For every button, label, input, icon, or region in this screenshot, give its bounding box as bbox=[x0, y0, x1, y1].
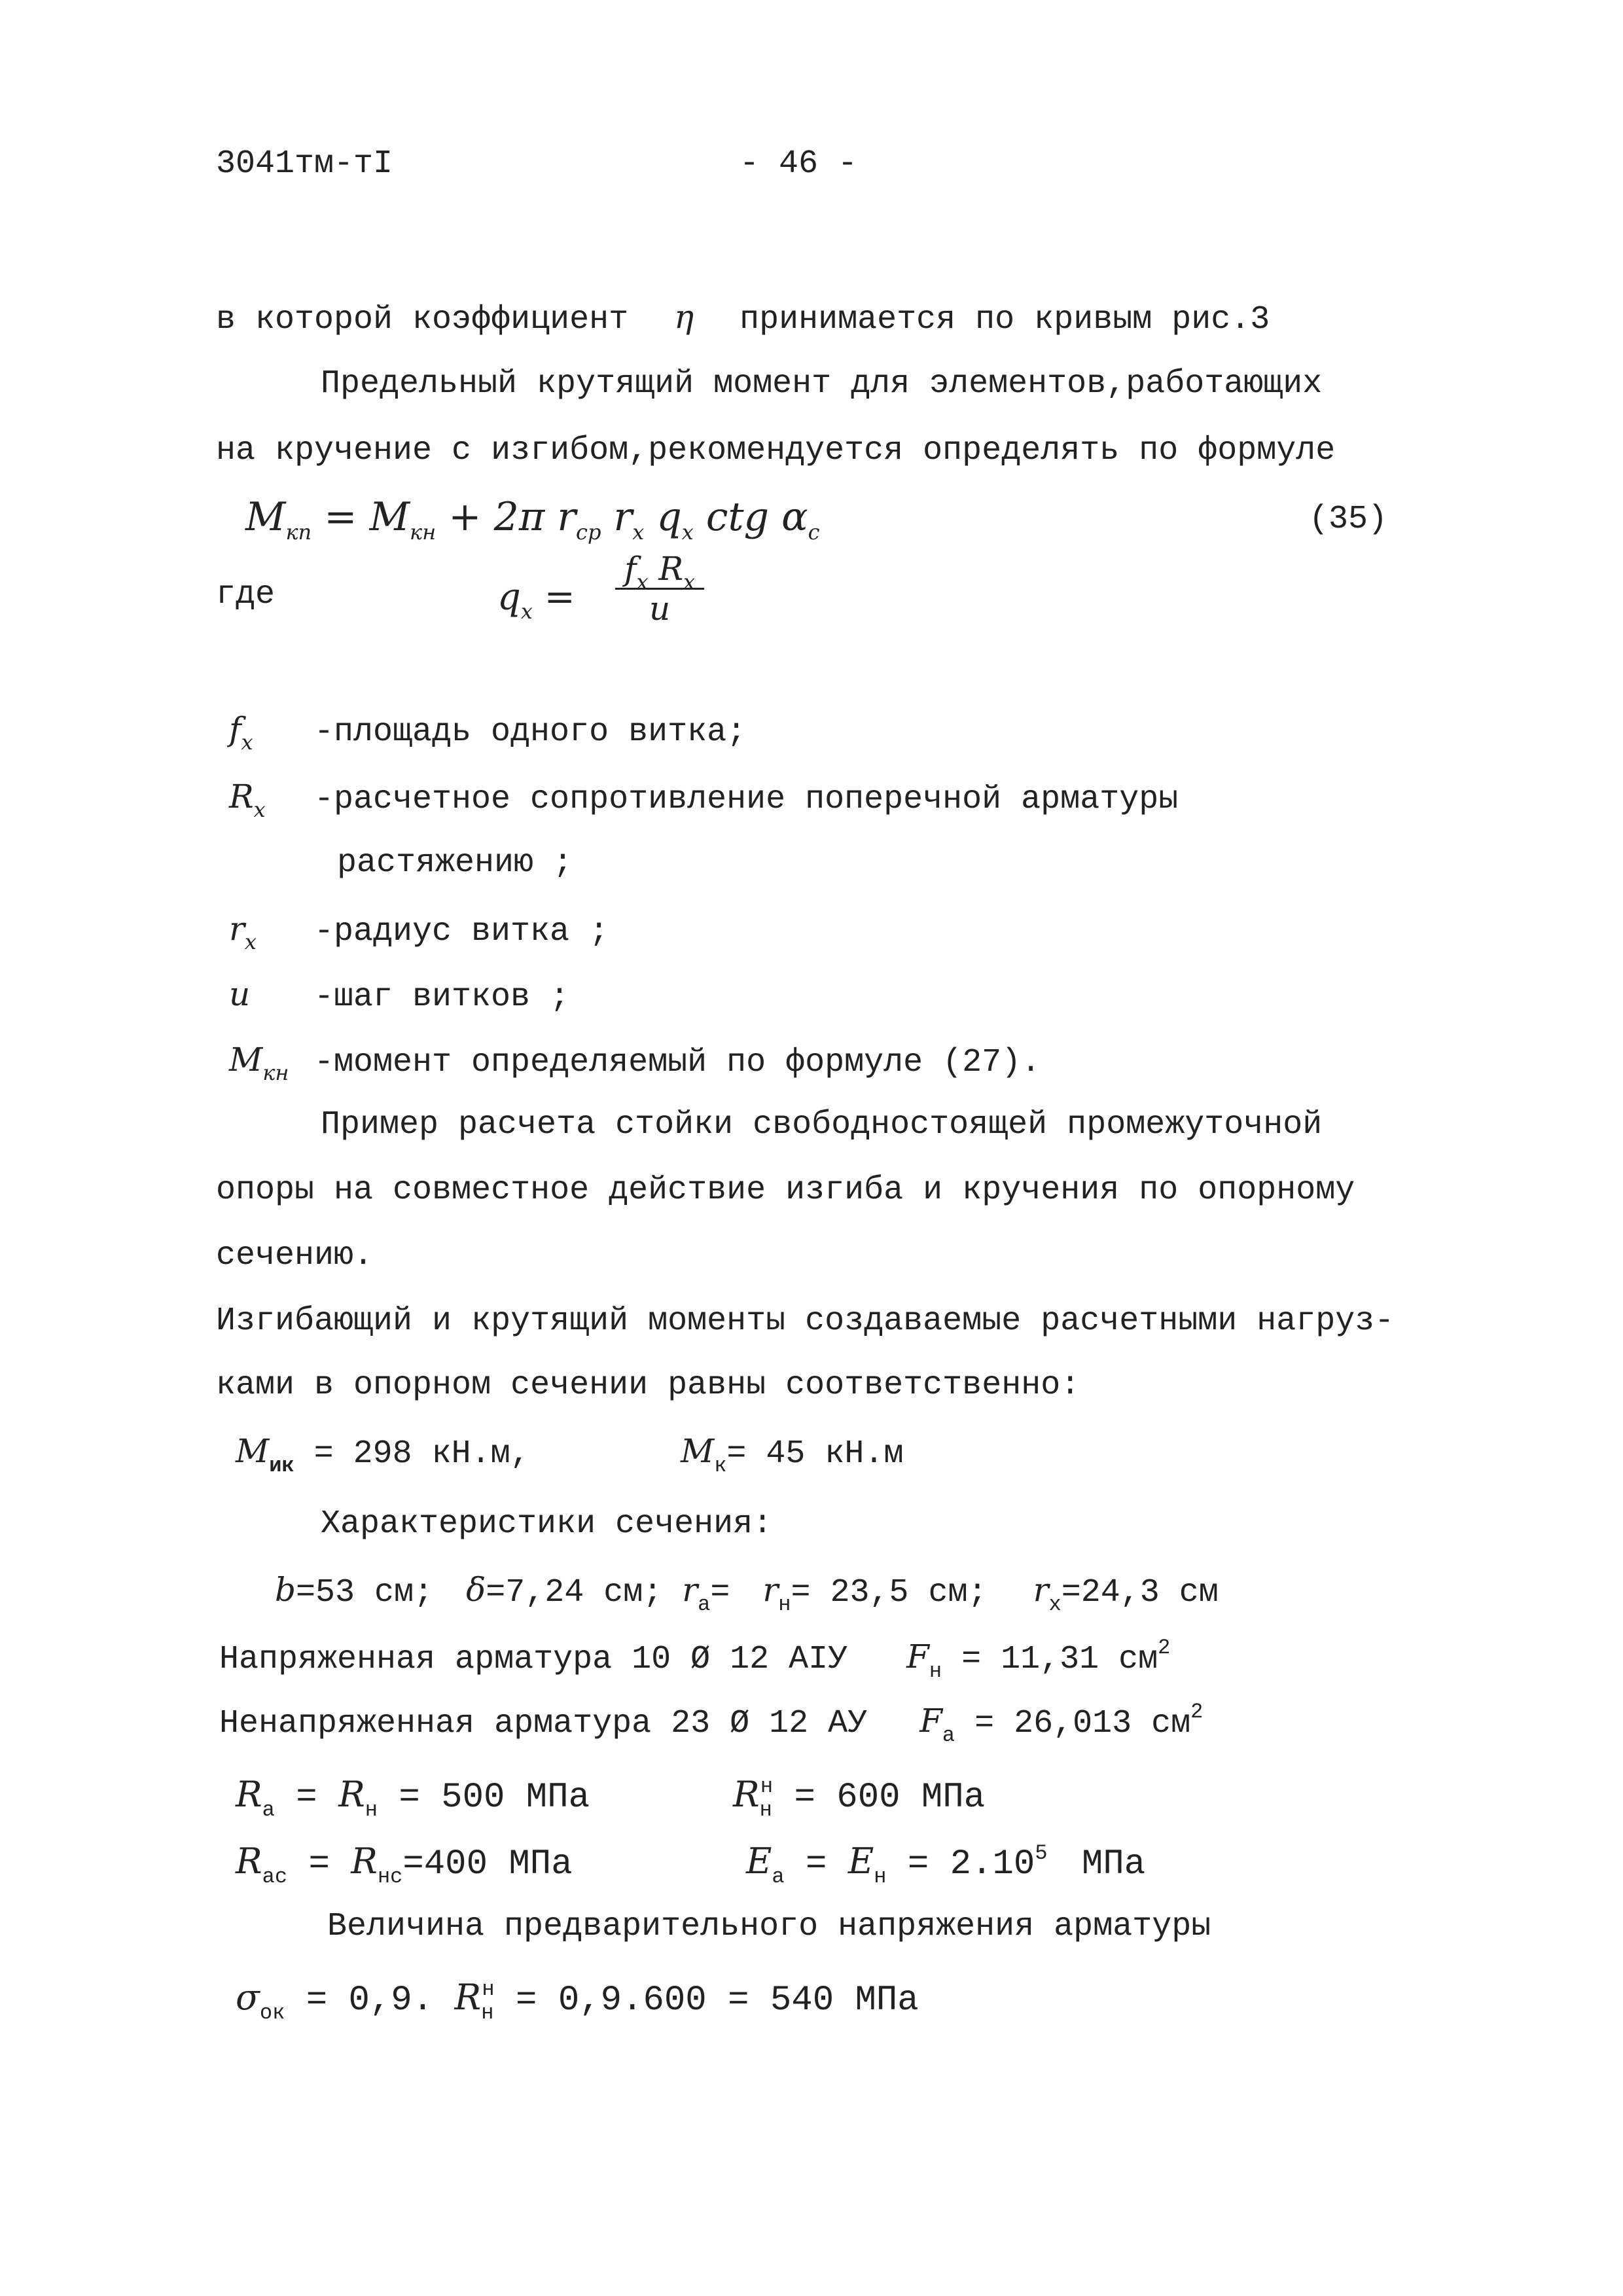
paragraph-line: ками в опорном сечении равны соответственно: bbox=[216, 1367, 1080, 1404]
formula-symbol: = bbox=[806, 1844, 827, 1884]
formula-symbol: r bbox=[613, 494, 633, 540]
formula-subscript: a bbox=[698, 1592, 711, 1617]
formula-symbol: R bbox=[658, 550, 684, 588]
where-label: где bbox=[216, 576, 276, 613]
fraction-numerator bbox=[615, 550, 704, 594]
formula-subscript: x bbox=[1048, 1592, 1061, 1617]
fraction-denominator: u bbox=[649, 590, 671, 628]
paragraph-line: на кручение с изгибом,рекомендуется определять по формуле bbox=[216, 432, 1336, 469]
formula-subscript: c bbox=[808, 520, 820, 545]
formula-subscript: нс bbox=[377, 1865, 403, 1889]
definition-row bbox=[229, 778, 1179, 822]
formula-subscript: x bbox=[683, 569, 696, 594]
eta-symbol: η bbox=[674, 298, 694, 336]
formula-symbol: α bbox=[781, 494, 808, 540]
formula-symbol: r bbox=[557, 494, 577, 540]
reinforcement-label: Напряженная арматура 10 Ø 12 АIУ bbox=[219, 1641, 848, 1678]
definition-subscript: x bbox=[253, 797, 266, 822]
area-value: = 11,31 см bbox=[961, 1641, 1158, 1678]
elastic-modulus bbox=[746, 1840, 1146, 1889]
formula-subscript: н bbox=[481, 2001, 494, 2025]
formula-subscript: x bbox=[636, 569, 649, 594]
unstressed-reinforcement bbox=[219, 1700, 1204, 1748]
formula-symbol: R bbox=[338, 1774, 365, 1815]
formula-subscript: ик bbox=[269, 1454, 294, 1478]
definition-row bbox=[229, 975, 569, 1016]
param-value: =53 см; bbox=[296, 1574, 434, 1611]
formula-subscript: x bbox=[681, 520, 694, 545]
formula-subscript: a bbox=[772, 1865, 785, 1889]
moment-torsion bbox=[681, 1432, 904, 1478]
paragraph-line: Предельный крутящий момент для элементов,работающих bbox=[321, 365, 1323, 403]
param-value: =7,24 см; bbox=[486, 1574, 663, 1611]
strength-value: = 600 МПа bbox=[794, 1778, 986, 1818]
formula-subscript: н bbox=[929, 1659, 942, 1683]
definition-text: -расчетное сопротивление поперечной арматуры bbox=[314, 781, 1179, 818]
definition-symbol: r bbox=[229, 910, 245, 948]
definition-subscript: x bbox=[241, 730, 253, 755]
formula-symbol: q bbox=[656, 494, 682, 540]
formula-symbol: M bbox=[369, 494, 410, 540]
formula-symbol: R bbox=[351, 1840, 378, 1882]
definition-row bbox=[229, 910, 609, 954]
formula-subscript: ас bbox=[262, 1865, 288, 1889]
definition-row bbox=[229, 1041, 1041, 1085]
formula-subscript: x bbox=[632, 520, 645, 545]
formula-symbol: M bbox=[245, 494, 286, 540]
text-line bbox=[216, 298, 1270, 338]
formula-subscript: н bbox=[365, 1798, 378, 1822]
definition-symbol: R bbox=[229, 778, 254, 816]
modulus-value: = 2.10 bbox=[907, 1844, 1035, 1884]
formula-35 bbox=[245, 494, 820, 545]
formula-symbol: ctg bbox=[705, 494, 769, 540]
paragraph-line: Пример расчета стойки свободностоящей промежуточной bbox=[321, 1106, 1323, 1143]
formula-subscript: н bbox=[759, 1798, 772, 1822]
param-value: = 23,5 см; bbox=[791, 1574, 988, 1611]
formula-symbol: r bbox=[682, 1571, 698, 1609]
formula-symbol: R bbox=[733, 1774, 760, 1815]
document-code: 3041тм-тI bbox=[216, 145, 393, 183]
stressed-reinforcement bbox=[219, 1636, 1171, 1683]
formula-symbol: M bbox=[681, 1432, 715, 1470]
section-params bbox=[275, 1571, 1219, 1617]
formula-number: (35) bbox=[1309, 501, 1388, 538]
formula-subscript: к bbox=[714, 1454, 727, 1478]
paragraph-line: Изгибающий и крутящий моменты создаваемые расчетными нагруз- bbox=[216, 1302, 1395, 1340]
param-value: = bbox=[710, 1574, 730, 1611]
prestress-heading: Величина предварительного напряжения арматуры bbox=[327, 1908, 1211, 1945]
formula-symbol: M bbox=[236, 1432, 270, 1470]
paragraph-line: сечению. bbox=[216, 1237, 374, 1274]
definition-symbol: u bbox=[229, 975, 251, 1013]
formula-subscript: ок bbox=[259, 2001, 285, 2025]
formula-symbol: = 0,9. bbox=[306, 1981, 434, 2020]
formula-symbol: = bbox=[308, 1844, 330, 1884]
formula-symbol: F bbox=[906, 1638, 929, 1676]
formula-symbol: F bbox=[919, 1702, 942, 1740]
definition-subscript: x bbox=[244, 929, 257, 954]
formula-symbol: r bbox=[1033, 1571, 1049, 1609]
qx-symbol bbox=[497, 576, 575, 624]
strength-normative bbox=[733, 1774, 986, 1822]
section-heading: Характеристики сечения: bbox=[321, 1505, 773, 1543]
formula-symbol: = bbox=[324, 494, 357, 540]
moment-value: = 298 кН.м, bbox=[313, 1435, 530, 1473]
formula-subscript: н bbox=[778, 1592, 791, 1617]
area-value: = 26,013 см bbox=[974, 1705, 1191, 1742]
strength-value: =400 МПа bbox=[402, 1844, 573, 1884]
formula-subscript: н bbox=[874, 1865, 887, 1889]
definition-row bbox=[229, 710, 747, 755]
power: 2 bbox=[1158, 1636, 1171, 1660]
formula-symbol: δ bbox=[466, 1571, 486, 1609]
definition-text: -радиус витка ; bbox=[314, 913, 609, 950]
strength-row-2 bbox=[236, 1840, 573, 1889]
definition-symbol: f bbox=[229, 710, 241, 748]
strength-value: = 500 МПа bbox=[399, 1778, 590, 1818]
definition-text: -площадь одного витка; bbox=[314, 713, 747, 751]
formula-subscript: a bbox=[942, 1723, 955, 1748]
formula-subscript: кн bbox=[410, 520, 437, 545]
formula-symbol: R bbox=[236, 1774, 262, 1815]
formula-superscript: н bbox=[482, 1977, 495, 2001]
power: 5 bbox=[1035, 1841, 1048, 1865]
formula-symbol: R bbox=[236, 1840, 262, 1882]
reinforcement-label: Ненапряженная арматура 23 Ø 12 АУ bbox=[219, 1705, 868, 1742]
formula-subscript: кп bbox=[285, 520, 312, 545]
formula-symbol: f bbox=[624, 550, 637, 588]
formula-symbol: b bbox=[275, 1571, 296, 1609]
text-fragment: в которой коэффициент bbox=[216, 301, 629, 338]
prestress-formula bbox=[236, 1977, 919, 2025]
definition-continuation: растяжению ; bbox=[337, 844, 573, 882]
formula-symbol: = bbox=[296, 1778, 317, 1818]
formula-subscript: a bbox=[262, 1798, 275, 1822]
formula-symbol: = bbox=[544, 576, 575, 619]
paragraph-line: опоры на совместное действие изгиба и кручения по опорному bbox=[216, 1172, 1355, 1209]
formula-symbol: σ bbox=[236, 1977, 260, 2018]
definition-subscript: кн bbox=[262, 1060, 289, 1085]
formula-subscript: x bbox=[520, 599, 533, 624]
param-value: =24,3 см bbox=[1061, 1574, 1219, 1611]
formula-symbol: q bbox=[497, 576, 521, 619]
power: 2 bbox=[1190, 1700, 1204, 1724]
formula-symbol: r bbox=[762, 1571, 779, 1609]
moment-bending bbox=[236, 1432, 530, 1478]
formula-symbol: + 2π bbox=[448, 494, 545, 540]
prestress-result: = 0,9.600 = 540 МПа bbox=[516, 1981, 919, 2020]
strength-row-1 bbox=[236, 1774, 590, 1822]
moment-value: = 45 кН.м bbox=[726, 1435, 904, 1473]
page-number: - 46 - bbox=[740, 145, 858, 183]
formula-symbol: R bbox=[454, 1977, 482, 2018]
formula-symbol: E bbox=[746, 1840, 772, 1882]
text-fragment: принимается по кривым рис.3 bbox=[740, 301, 1270, 338]
qx-fraction bbox=[615, 550, 704, 628]
formula-subscript: ср bbox=[576, 520, 601, 545]
formula-symbol: E bbox=[847, 1840, 874, 1882]
unit: МПа bbox=[1081, 1844, 1146, 1884]
definition-symbol: M bbox=[229, 1041, 263, 1079]
definition-text: -шаг витков ; bbox=[314, 978, 570, 1016]
formula-superscript: н bbox=[760, 1774, 774, 1799]
definition-text: -момент определяемый по формуле (27). bbox=[314, 1044, 1041, 1081]
